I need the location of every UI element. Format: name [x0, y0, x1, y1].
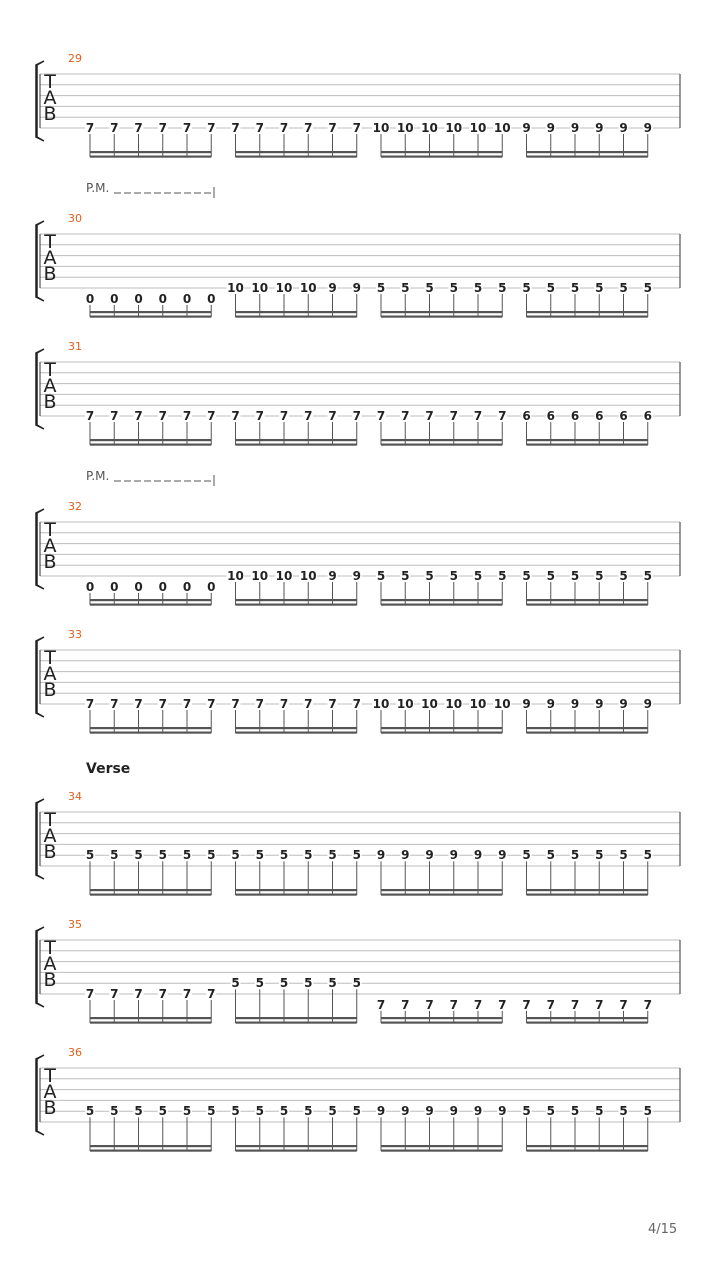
fret-number: 9	[401, 1104, 410, 1119]
beam	[527, 604, 648, 606]
fret-number: 5	[134, 1104, 143, 1119]
fret-number: 5	[619, 1104, 628, 1119]
tab-clef-letter: B	[43, 841, 57, 863]
tab-clef-letter: A	[43, 953, 57, 975]
fret-number: 5	[498, 281, 507, 295]
fret-number: 7	[304, 409, 313, 423]
fret-number: 7	[85, 697, 95, 711]
beam	[527, 889, 648, 891]
fret-number: 5	[304, 1104, 313, 1119]
beam	[381, 889, 502, 891]
tab-clef-letter: A	[43, 1081, 57, 1103]
beam	[527, 311, 648, 313]
fret-number: 0	[207, 291, 216, 306]
beam	[381, 311, 502, 313]
fret-number: 0	[158, 579, 167, 594]
fret-number: 5	[231, 1104, 240, 1119]
fret-number: 7	[85, 409, 95, 423]
beam	[236, 727, 357, 729]
fret-number: 7	[85, 121, 95, 135]
fret-number: 5	[158, 1104, 167, 1119]
fret-number: 7	[110, 409, 119, 423]
fret-number: 7	[110, 987, 119, 1001]
fret-number: 5	[546, 848, 555, 863]
fret-number: 7	[182, 121, 192, 135]
fret-number: 10	[493, 697, 511, 711]
fret-number: 9	[522, 121, 531, 135]
fret-number: 0	[85, 291, 95, 306]
fret-number: 5	[279, 976, 289, 991]
beam	[381, 444, 502, 446]
fret-number: 5	[255, 1104, 264, 1119]
beam	[90, 1022, 211, 1024]
fret-number: 7	[134, 409, 143, 423]
fret-number: 5	[570, 569, 580, 583]
beam	[90, 894, 211, 896]
fret-number: 5	[595, 1104, 604, 1119]
fret-number: 5	[255, 848, 264, 863]
fret-number: 0	[110, 579, 119, 594]
fret-number: 5	[304, 976, 313, 991]
fret-number: 10	[469, 121, 487, 135]
fret-number: 6	[570, 409, 580, 423]
fret-number: 9	[619, 697, 628, 711]
beam	[527, 316, 648, 318]
fret-number: 9	[401, 848, 410, 863]
fret-number: 9	[643, 121, 652, 135]
fret-number: 7	[158, 409, 167, 423]
fret-number: 7	[304, 697, 313, 711]
fret-number: 10	[251, 569, 269, 583]
fret-number: 5	[425, 281, 434, 295]
tab-clef-letter: A	[43, 535, 57, 557]
fret-number: 7	[231, 409, 240, 423]
measure-number: 29	[68, 52, 82, 65]
fret-number: 9	[498, 1104, 507, 1119]
beam	[90, 439, 211, 441]
beam	[236, 894, 357, 896]
fret-number: 10	[275, 569, 293, 583]
fret-number: 10	[396, 697, 414, 711]
fret-number: 9	[473, 1104, 483, 1119]
fret-number: 5	[231, 848, 240, 863]
beam	[90, 311, 211, 313]
fret-number: 7	[158, 697, 167, 711]
tab-clef-letter: A	[43, 375, 57, 397]
fret-number: 9	[425, 848, 434, 863]
beam	[90, 151, 211, 153]
beam	[236, 439, 357, 441]
fret-number: 0	[134, 291, 143, 306]
beam	[381, 151, 502, 153]
fret-number: 7	[425, 409, 434, 423]
fret-number: 7	[255, 121, 264, 135]
fret-number: 7	[255, 409, 264, 423]
beam	[90, 889, 211, 891]
fret-number: 7	[255, 697, 264, 711]
beam	[381, 1022, 502, 1024]
fret-number: 5	[304, 848, 313, 863]
fret-number: 7	[134, 121, 143, 135]
beam	[90, 599, 211, 601]
fret-number: 5	[546, 569, 555, 583]
fret-number: 7	[134, 987, 143, 1001]
fret-number: 9	[425, 1104, 434, 1119]
tab-clef-letter: B	[43, 263, 57, 285]
fret-number: 7	[328, 409, 337, 423]
fret-number: 7	[352, 121, 361, 135]
fret-number: 5	[255, 976, 264, 991]
tab-clef-letter: T	[44, 231, 56, 253]
fret-number: 10	[445, 121, 463, 135]
measure-number: 34	[68, 790, 82, 803]
fret-number: 9	[522, 697, 531, 711]
fret-number: 5	[401, 569, 410, 583]
fret-number: 5	[619, 569, 628, 583]
fret-number: 5	[473, 281, 483, 295]
tab-clef-letter: B	[43, 1097, 57, 1119]
fret-number: 7	[231, 121, 240, 135]
fret-number: 7	[207, 987, 216, 1001]
beam	[527, 156, 648, 158]
beam	[236, 316, 357, 318]
fret-number: 9	[595, 121, 604, 135]
fret-number: 9	[570, 121, 580, 135]
fret-number: 0	[158, 291, 167, 306]
fret-number: 7	[619, 997, 628, 1012]
beam	[90, 732, 211, 734]
fret-number: 0	[182, 579, 192, 594]
fret-number: 5	[279, 848, 289, 863]
fret-number: 0	[85, 579, 95, 594]
beam	[90, 604, 211, 606]
fret-number: 9	[570, 697, 580, 711]
tab-clef-letter: B	[43, 391, 57, 413]
palm-mute-label: P.M.	[86, 469, 110, 483]
fret-number: 9	[473, 848, 483, 863]
tab-clef-letter: A	[43, 825, 57, 847]
tab-clef-letter: T	[44, 519, 56, 541]
fret-number: 5	[158, 848, 167, 863]
beam	[527, 1022, 648, 1024]
fret-number: 5	[352, 976, 361, 991]
fret-number: 10	[421, 121, 438, 135]
fret-number: 5	[231, 976, 240, 991]
fret-number: 0	[207, 579, 216, 594]
measure-number: 33	[68, 628, 82, 641]
beam	[90, 1145, 211, 1147]
tab-clef-letter: T	[44, 1065, 56, 1087]
beam	[236, 151, 357, 153]
tab-clef-letter: T	[44, 359, 56, 381]
beam	[90, 1150, 211, 1152]
fret-number: 5	[595, 569, 604, 583]
beam	[236, 311, 357, 313]
fret-number: 7	[425, 997, 434, 1012]
tab-clef-letter: B	[43, 551, 57, 573]
fret-number: 7	[352, 697, 361, 711]
fret-number: 5	[328, 1104, 337, 1119]
fret-number: 10	[445, 697, 463, 711]
fret-number: 6	[619, 409, 628, 423]
fret-number: 6	[546, 409, 555, 423]
fret-number: 5	[498, 569, 507, 583]
fret-number: 5	[376, 569, 386, 583]
fret-number: 5	[328, 848, 337, 863]
fret-number: 10	[275, 281, 293, 295]
measure-number: 32	[68, 500, 82, 513]
fret-number: 0	[110, 291, 119, 306]
fret-number: 7	[449, 997, 458, 1012]
fret-number: 10	[299, 569, 317, 583]
fret-number: 7	[376, 409, 386, 423]
fret-number: 10	[299, 281, 317, 295]
fret-number: 7	[110, 697, 119, 711]
fret-number: 5	[85, 1104, 95, 1119]
fret-number: 5	[401, 281, 410, 295]
fret-number: 7	[279, 121, 289, 135]
beam	[90, 316, 211, 318]
fret-number: 9	[498, 848, 507, 863]
beam	[236, 1017, 357, 1019]
beam	[381, 439, 502, 441]
fret-number: 5	[643, 1104, 652, 1119]
tab-clef-letter: B	[43, 969, 57, 991]
fret-number: 5	[546, 1104, 555, 1119]
fret-number: 7	[279, 409, 289, 423]
fret-number: 5	[522, 569, 531, 583]
beam	[527, 894, 648, 896]
tab-clef-letter: T	[44, 647, 56, 669]
fret-number: 7	[643, 997, 652, 1012]
beam	[527, 444, 648, 446]
fret-number: 5	[473, 569, 483, 583]
measure-number: 36	[68, 1046, 82, 1059]
fret-number: 7	[473, 409, 483, 423]
fret-number: 5	[643, 281, 652, 295]
beam	[381, 599, 502, 601]
fret-number: 5	[619, 848, 628, 863]
beam	[236, 599, 357, 601]
fret-number: 5	[449, 281, 458, 295]
fret-number: 7	[110, 121, 119, 135]
fret-number: 5	[570, 1104, 580, 1119]
fret-number: 10	[493, 121, 511, 135]
beam	[527, 599, 648, 601]
fret-number: 7	[449, 409, 458, 423]
beam	[381, 894, 502, 896]
fret-number: 5	[182, 848, 192, 863]
fret-number: 5	[595, 848, 604, 863]
tab-clef-letter: A	[43, 663, 57, 685]
fret-number: 7	[182, 409, 192, 423]
fret-number: 7	[328, 697, 337, 711]
fret-number: 6	[595, 409, 604, 423]
fret-number: 9	[546, 697, 555, 711]
fret-number: 7	[570, 997, 580, 1012]
fret-number: 7	[279, 697, 289, 711]
fret-number: 5	[376, 281, 386, 295]
fret-number: 7	[498, 409, 507, 423]
beam	[236, 156, 357, 158]
fret-number: 9	[328, 281, 337, 295]
fret-number: 5	[619, 281, 628, 295]
fret-number: 5	[85, 848, 95, 863]
fret-number: 10	[251, 281, 269, 295]
fret-number: 5	[352, 1104, 361, 1119]
tab-clef-letter: T	[44, 809, 56, 831]
beam	[527, 151, 648, 153]
fret-number: 7	[158, 987, 167, 1001]
fret-number: 9	[595, 697, 604, 711]
fret-number: 7	[231, 697, 240, 711]
beam	[381, 727, 502, 729]
fret-number: 7	[376, 997, 386, 1012]
fret-number: 5	[449, 569, 458, 583]
tab-clef-letter: A	[43, 87, 57, 109]
fret-number: 5	[595, 281, 604, 295]
fret-number: 9	[376, 848, 386, 863]
fret-number: 5	[425, 569, 434, 583]
fret-number: 10	[469, 697, 487, 711]
beam	[381, 1017, 502, 1019]
fret-number: 5	[643, 848, 652, 863]
fret-number: 5	[522, 281, 531, 295]
fret-number: 7	[473, 997, 483, 1012]
beam	[527, 727, 648, 729]
fret-number: 7	[546, 997, 555, 1012]
fret-number: 9	[643, 697, 652, 711]
fret-number: 9	[449, 1104, 458, 1119]
beam	[527, 439, 648, 441]
fret-number: 9	[376, 1104, 386, 1119]
fret-number: 5	[182, 1104, 192, 1119]
fret-number: 5	[570, 281, 580, 295]
fret-number: 9	[352, 569, 361, 583]
fret-number: 10	[372, 697, 390, 711]
fret-number: 5	[110, 848, 119, 863]
beam	[90, 444, 211, 446]
fret-number: 5	[134, 848, 143, 863]
fret-number: 7	[352, 409, 361, 423]
fret-number: 7	[595, 997, 604, 1012]
tab-clef-letter: B	[43, 679, 57, 701]
page-number: 4/15	[648, 1222, 678, 1237]
fret-number: 7	[522, 997, 531, 1012]
fret-number: 10	[227, 569, 244, 583]
beam	[236, 1022, 357, 1024]
beam	[381, 604, 502, 606]
fret-number: 5	[570, 848, 580, 863]
beam	[236, 732, 357, 734]
beam	[236, 604, 357, 606]
beam	[381, 316, 502, 318]
fret-number: 5	[522, 848, 531, 863]
fret-number: 5	[643, 569, 652, 583]
fret-number: 10	[396, 121, 414, 135]
beam	[527, 1017, 648, 1019]
beam	[236, 1145, 357, 1147]
fret-number: 10	[421, 697, 438, 711]
fret-number: 5	[546, 281, 555, 295]
beam	[236, 889, 357, 891]
palm-mute-label: P.M.	[86, 181, 110, 195]
fret-number: 7	[182, 987, 192, 1001]
beam	[527, 1150, 648, 1152]
fret-number: 5	[279, 1104, 289, 1119]
beam	[381, 156, 502, 158]
beam	[381, 1150, 502, 1152]
beam	[527, 732, 648, 734]
fret-number: 5	[207, 848, 216, 863]
fret-number: 7	[134, 697, 143, 711]
fret-number: 9	[352, 281, 361, 295]
beam	[90, 156, 211, 158]
fret-number: 5	[110, 1104, 119, 1119]
beam	[90, 727, 211, 729]
fret-number: 7	[207, 121, 216, 135]
fret-number: 7	[207, 409, 216, 423]
fret-number: 5	[207, 1104, 216, 1119]
fret-number: 5	[328, 976, 337, 991]
beam	[381, 1145, 502, 1147]
measure-number: 30	[68, 212, 82, 225]
tab-clef-letter: B	[43, 103, 57, 125]
fret-number: 7	[498, 997, 507, 1012]
fret-number: 7	[182, 697, 192, 711]
fret-number: 7	[158, 121, 167, 135]
tab-clef-letter: T	[44, 937, 56, 959]
fret-number: 7	[304, 121, 313, 135]
fret-number: 9	[619, 121, 628, 135]
fret-number: 6	[643, 409, 652, 423]
measure-number: 35	[68, 918, 82, 931]
beam	[90, 1017, 211, 1019]
fret-number: 0	[182, 291, 192, 306]
tab-clef-letter: T	[44, 71, 56, 93]
fret-number: 6	[522, 409, 531, 423]
fret-number: 9	[546, 121, 555, 135]
fret-number: 10	[227, 281, 244, 295]
fret-number: 7	[401, 409, 410, 423]
fret-number: 5	[522, 1104, 531, 1119]
section-label: Verse	[86, 761, 131, 777]
fret-number: 7	[401, 997, 410, 1012]
tab-clef-letter: A	[43, 247, 57, 269]
beam	[236, 444, 357, 446]
beam	[236, 1150, 357, 1152]
measure-number: 31	[68, 340, 82, 353]
fret-number: 7	[85, 987, 95, 1001]
fret-number: 0	[134, 579, 143, 594]
fret-number: 10	[372, 121, 390, 135]
fret-number: 9	[449, 848, 458, 863]
fret-number: 5	[352, 848, 361, 863]
fret-number: 7	[328, 121, 337, 135]
beam	[527, 1145, 648, 1147]
fret-number: 7	[207, 697, 216, 711]
beam	[381, 732, 502, 734]
fret-number: 9	[328, 569, 337, 583]
